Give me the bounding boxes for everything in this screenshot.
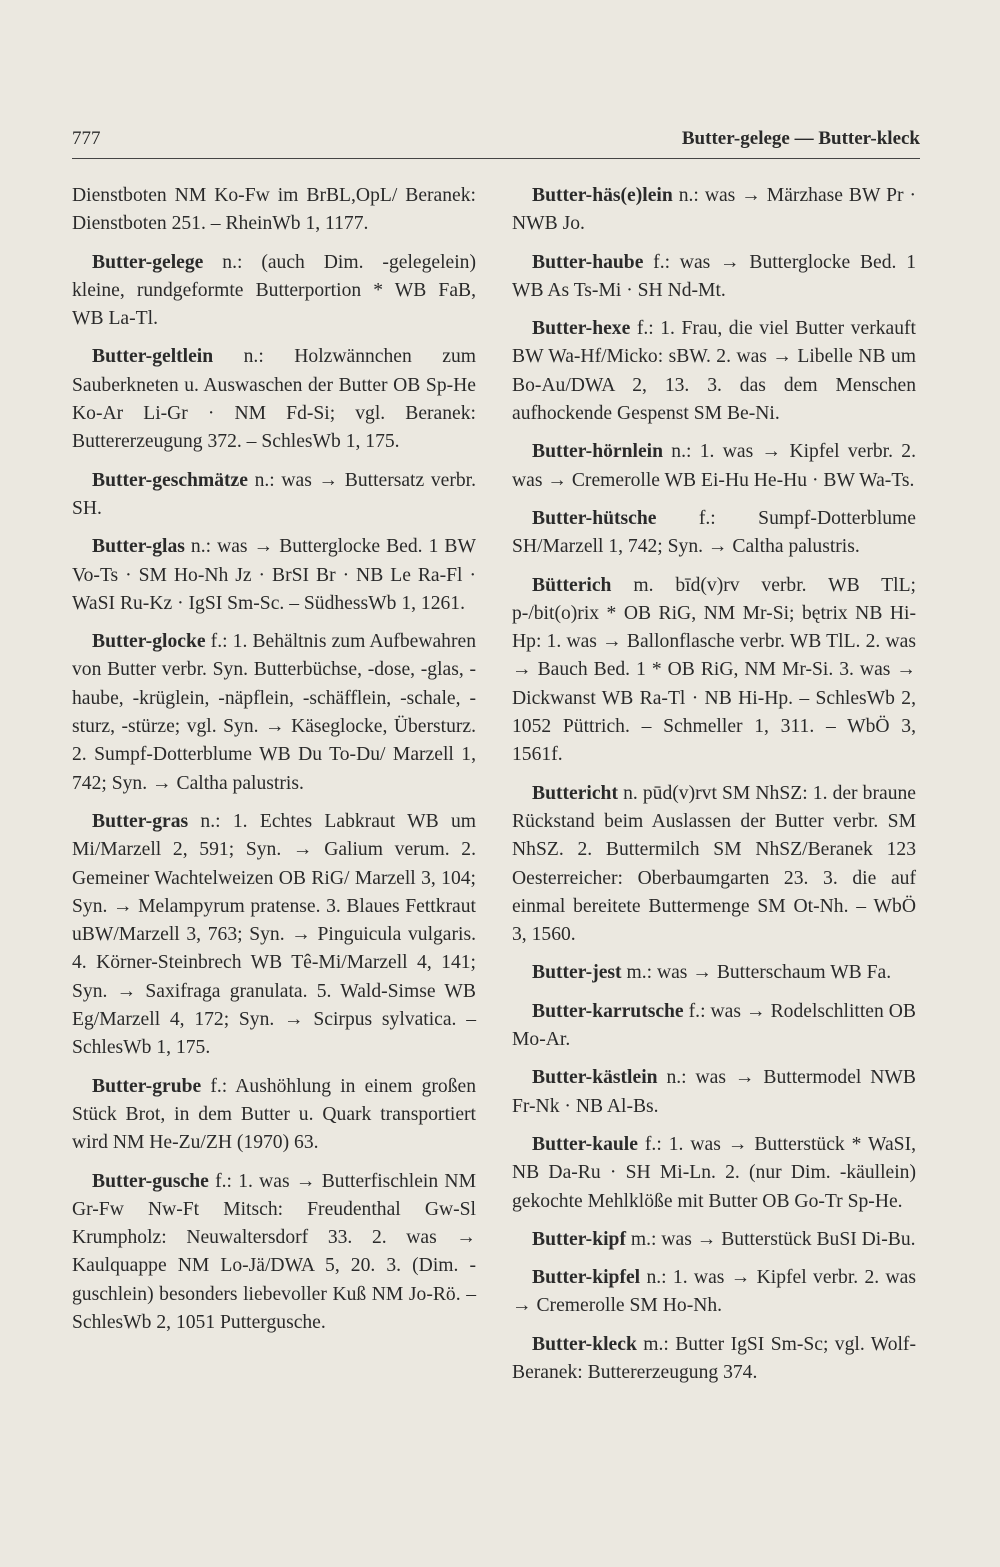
dictionary-entry: Bütterich m. bīd(v)rv verbr. WB TlL; p-/bit(o)rix * OB RiG, NM Mr-Si; bętrix NB Hi-Hp: 1. was → Ballonflasche verbr. WB TlL. 2. was → Bauch Bed. 1 * OB RiG, NM Mr-Si. 3. was → Dickwanst WB Ra-Tl · NB Hi-Hp. – SchlesWb 2, 1052 Püttrich. – Schmeller 1, 311. – WbÖ 3, 1561f. (512, 574, 916, 766)
dictionary-entry: Butter-grube f.: Aushöhlung in einem großen Stück Brot, in dem Butter u. Quark transportiert wird NM He-Zu/ZH (1970) 63. (72, 1075, 476, 1154)
dictionary-entry: Butter-jest m.: was → Butterschaum WB Fa. (532, 962, 892, 984)
dictionary-entry: Butter-kaule f.: 1. was → Butterstück * WaSI, NB Da-Ru · SH Mi-Ln. 2. (nur Dim. -käullein) gekochte Mehlklöße mit Butter OB Go-Tr Sp-He. (512, 1133, 916, 1212)
dictionary-entry: Butter-gelege n.: (auch Dim. -gelegelein) kleine, rundgeformte Butterportion * WB FaB, WB La-Tl. (72, 251, 476, 330)
dictionary-entry: Butter-hörnlein n.: 1. was → Kipfel verbr. 2. was → Cremerolle WB Ei-Hu He-Hu · BW Wa-Ts. (512, 441, 916, 491)
left-column (72, 182, 476, 1347)
dictionary-entry: Buttericht n. pūd(v)rvt SM NhSZ: 1. der braune Rückstand beim Auslassen der Butter verbr. SM NhSZ. 2. Buttermilch SM NhSZ/Beranek 123 Oesterreicher: Oberbaumgarten 23. 3. die auf einmal bereitete Buttermenge SM Ot-Nh. – WbÖ 3, 1560. (512, 782, 916, 946)
right-column (512, 182, 916, 1397)
dictionary-entry: Butter-glocke f.: 1. Behältnis zum Aufbewahren von Butter verbr. Syn. Butterbüchse, -dose, -glas, -haube, -krüglein, -näpflein, -schäfflein, -schale, -sturz, -stürze; vgl. Syn. → Käseglocke, Übersturz. 2. Sumpf-Dotterblume WB Du To-Du/ Marzell 1, 742; Syn. → Caltha palustris. (72, 631, 476, 794)
dictionary-entry: Dienstboten NM Ko-Fw im BrBL,OpL/ Beranek: Dienstboten 251. – RheinWb 1, 1177. (72, 185, 476, 235)
dictionary-entry: Butter-hexe f.: 1. Frau, die viel Butter verkauft BW Wa-Hf/Micko: sBW. 2. was → Libelle NB um Bo-Au/DWA 2, 13. 3. das dem Menschen aufhockende Gespenst SM Be-Ni. (512, 318, 916, 425)
dictionary-entry: Butter-geltlein n.: Holzwännchen zum Sauberkneten u. Auswaschen der Butter OB Sp-He Ko-Ar Li-Gr · NM Fd-Si; vgl. Beranek: Buttererzeugung 372. – SchlesWb 1, 175. (72, 346, 476, 453)
running-title: Butter-gelege — Butter-kleck (681, 128, 920, 149)
dictionary-entry: Butter-kipf m.: was → Butterstück BuSI Di-Bu. (532, 1228, 916, 1250)
dictionary-entry: Butter-geschmätze n.: was → Buttersatz verbr. SH. (72, 469, 476, 519)
dictionary-entry: Butter-kästlein n.: was → Buttermodel NWB Fr-Nk · NB Al-Bs. (512, 1067, 916, 1117)
page-header (72, 128, 920, 159)
dictionary-entry: Butter-häs(e)lein n.: was → Märzhase BW Pr · NWB Jo. (512, 185, 916, 235)
dictionary-entry: Butter-haube f.: was → Butterglocke Bed. 1 WB As Ts-Mi · SH Nd-Mt. (512, 251, 916, 301)
dictionary-entry: Butter-gras n.: 1. Echtes Labkraut WB um Mi/Marzell 2, 591; Syn. → Galium verum. 2. Gemeiner Wachtelweizen OB RiG/ Marzell 3, 104; Syn. → Melampyrum pratense. 3. Blaues Fettkraut uBW/Marzell 3, 763; Syn. → Pinguicula vulgaris. 4. Körner-Steinbrech WB Tê-Mi/Marzell 4, 141; Syn. → Saxifraga granulata. 5. Wald-Simse WB Eg/Marzell 4, 172; Syn. → Scirpus sylvatica. – SchlesWb 1, 175. (72, 810, 476, 1059)
dictionary-entry: Butter-gusche f.: 1. was → Butterfischlein NM Gr-Fw Nw-Ft Mitsch: Freudenthal Gw-Sl Krumpholz: Neuwaltersdorf 33. 2. was → Kaulquappe NM Lo-Jä/DWA 5, 20. 3. (Dim. -guschlein) besonders liebevoller Kuß NM Jo-Rö. – SchlesWb 2, 1051 Puttergusche. (72, 1170, 476, 1333)
dictionary-entry: Butter-hütsche f.: Sumpf-Dotterblume SH/Marzell 1, 742; Syn. → Caltha palustris. (512, 507, 916, 558)
dictionary-entry: Butter-kleck m.: Butter IgSI Sm-Sc; vgl. Wolf-Beranek: Buttererzeugung 374. (512, 1333, 916, 1383)
dictionary-entry: Butter-glas n.: was → Butterglocke Bed. 1 BW Vo-Ts · SM Ho-Nh Jz · BrSI Br · NB Le Ra-Fl · WaSI Ru-Kz · IgSI Sm-Sc. – SüdhessWb 1, 1261. (72, 536, 476, 614)
dictionary-entry: Butter-karrutsche f.: was → Rodelschlitten OB Mo-Ar. (512, 1000, 916, 1051)
dictionary-entry: Butter-kipfel n.: 1. was → Kipfel verbr. 2. was → Cremerolle SM Ho-Nh. (512, 1267, 916, 1317)
page-number: 777 (72, 128, 101, 149)
